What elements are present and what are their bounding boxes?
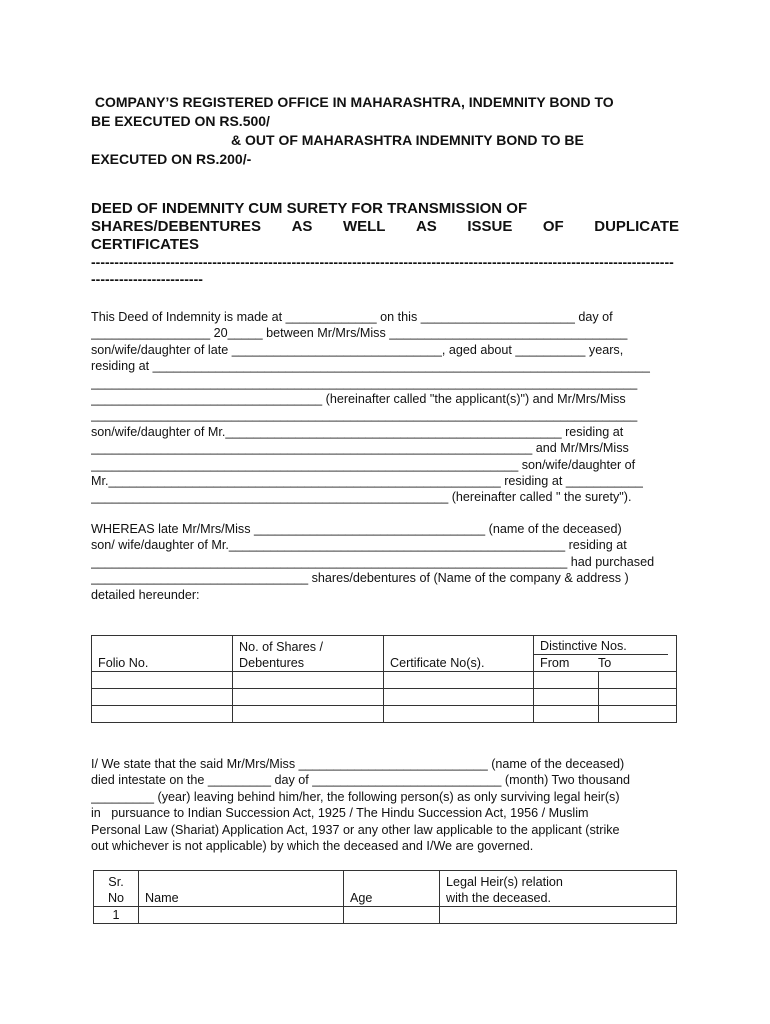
header-line-2: BE EXECUTED ON RS.500/ [91,113,270,129]
table-cell [599,706,677,723]
divider-line-1: ----------------------------------------------------------------------------------------------------------------------------- [91,254,674,270]
title-divider [91,254,681,288]
title-line-2 [91,218,679,236]
table-cell [384,672,534,689]
header-no-of-shares [233,636,384,672]
table-cell [440,907,677,924]
para1-line: ______________________________________________________________________________ [91,408,638,423]
header-shares-line: Debentures [239,656,305,670]
table-cell [599,689,677,706]
header-to: To [598,656,612,670]
header-relation-line: Legal Heir(s) relation [446,875,563,889]
para3-line: died intestate on the _________ day of ___________________________ (month) Two thousand [91,773,630,788]
table-cell [139,907,344,924]
header-line-1: COMPANY’S REGISTERED OFFICE IN MAHARASHTRA, INDEMNITY BOND TO [91,94,614,110]
intestate-paragraph [91,756,679,854]
table-cell [233,672,384,689]
header-line-4: EXECUTED ON RS.200/- [91,151,252,167]
header-line-3: & OUT OF MAHARASHTRA INDEMNITY BOND TO BE [231,132,584,148]
title-word: SHARES/DEBENTURES [91,218,262,235]
header-distinctive-nos [534,636,677,672]
title-line-1: DEED OF INDEMNITY CUM SURETY FOR TRANSMISSION OF [91,200,528,217]
para1-line: son/wife/daughter of late ______________________________, aged about __________ years, [91,342,624,357]
para1-line: ___________________________________________________ (hereinafter called " the surety"). [91,490,632,505]
para1-line: _________________________________ (hereinafter called "the applicant(s)") and Mr/Mrs/Miss [91,392,626,407]
legal-heirs-table [93,870,677,924]
header-name: Name [139,871,344,907]
table-cell [233,706,384,723]
table-cell [534,689,599,706]
table-cell [233,689,384,706]
table-cell [384,689,534,706]
para2-line: detailed hereunder: [91,587,200,602]
divider-line-2: ------------------------ [91,271,203,287]
table-cell [92,672,233,689]
header-sr-no [94,871,139,907]
para3-line: out whichever is not applicable) by which the deceased and I/We are governed. [91,839,534,854]
table-cell [92,706,233,723]
para1-line: Mr.________________________________________________________ residing at ___________ [91,474,643,489]
header-from: From [540,656,570,670]
title-word: WELL [342,218,386,235]
para1-line: _______________________________________________________________ and Mr/Mrs/Miss [91,441,629,456]
title-word: AS [415,218,437,235]
deed-parties-paragraph [91,309,679,506]
distinctive-label: Distinctive Nos. [534,638,668,655]
para2-line: son/ wife/daughter of Mr.________________________________________________ residing at [91,538,627,553]
para3-line: _________ (year) leaving behind him/her, the following person(s) as only surviving legal heir(s) [91,789,620,804]
table-cell [92,689,233,706]
table-cell [534,706,599,723]
table-row [94,907,677,924]
distinctive-subheaders [534,655,676,671]
para1-line: _____________________________________________________________ son/wife/daughter of [91,457,636,472]
header-relation [440,871,677,907]
title-word: AS [291,218,313,235]
header-certificate-no: Certificate No(s). [384,636,534,672]
table-cell [599,672,677,689]
para1-line: son/wife/daughter of Mr.________________________________________________ residing at [91,424,624,439]
para1-line: _________________ 20_____ between Mr/Mrs/Miss __________________________________ [91,326,628,341]
whereas-paragraph [91,521,679,603]
header-folio-no: Folio No. [92,636,233,672]
header-sr-line: No [107,891,125,905]
table-cell [384,706,534,723]
table-cell [344,907,440,924]
title-line-3: CERTIFICATES [91,236,200,253]
deed-title [91,200,679,254]
row-sr-no: 1 [94,907,139,924]
table-row [92,706,677,723]
para1-line: ______________________________________________________________________________ [91,375,638,390]
para3-line: Personal Law (Shariat) Application Act, 1937 or any other law applicable to the applicant (strike [91,822,620,837]
para3-line: in pursuance to Indian Succession Act, 1925 / The Hindu Succession Act, 1956 / Muslim [91,806,589,821]
para3-line: I/ We state that the said Mr/Mrs/Miss ___________________________ (name of the deceased) [91,757,625,771]
table-cell [534,672,599,689]
shares-table [91,635,677,723]
title-word: OF [542,218,564,235]
header-age: Age [344,871,440,907]
para1-line: residing at _______________________________________________________________________ [91,359,650,374]
table-row [92,672,677,689]
para1-line: This Deed of Indemnity is made at _____________ on this ______________________ day of [91,310,613,324]
stamp-duty-header [91,93,681,169]
header-relation-line: with the deceased. [446,891,552,905]
table-row [92,689,677,706]
header-shares-line: No. of Shares / [239,640,323,654]
para2-line: _______________________________ shares/debentures of (Name of the company & address ) [91,571,629,586]
header-sr-line: Sr. [108,875,124,889]
title-word: DUPLICATE [594,218,679,235]
title-word: ISSUE [467,218,513,235]
para2-line: WHEREAS late Mr/Mrs/Miss _________________________________ (name of the deceased) [91,522,622,536]
para2-line: ____________________________________________________________________ had purchased [91,554,655,569]
